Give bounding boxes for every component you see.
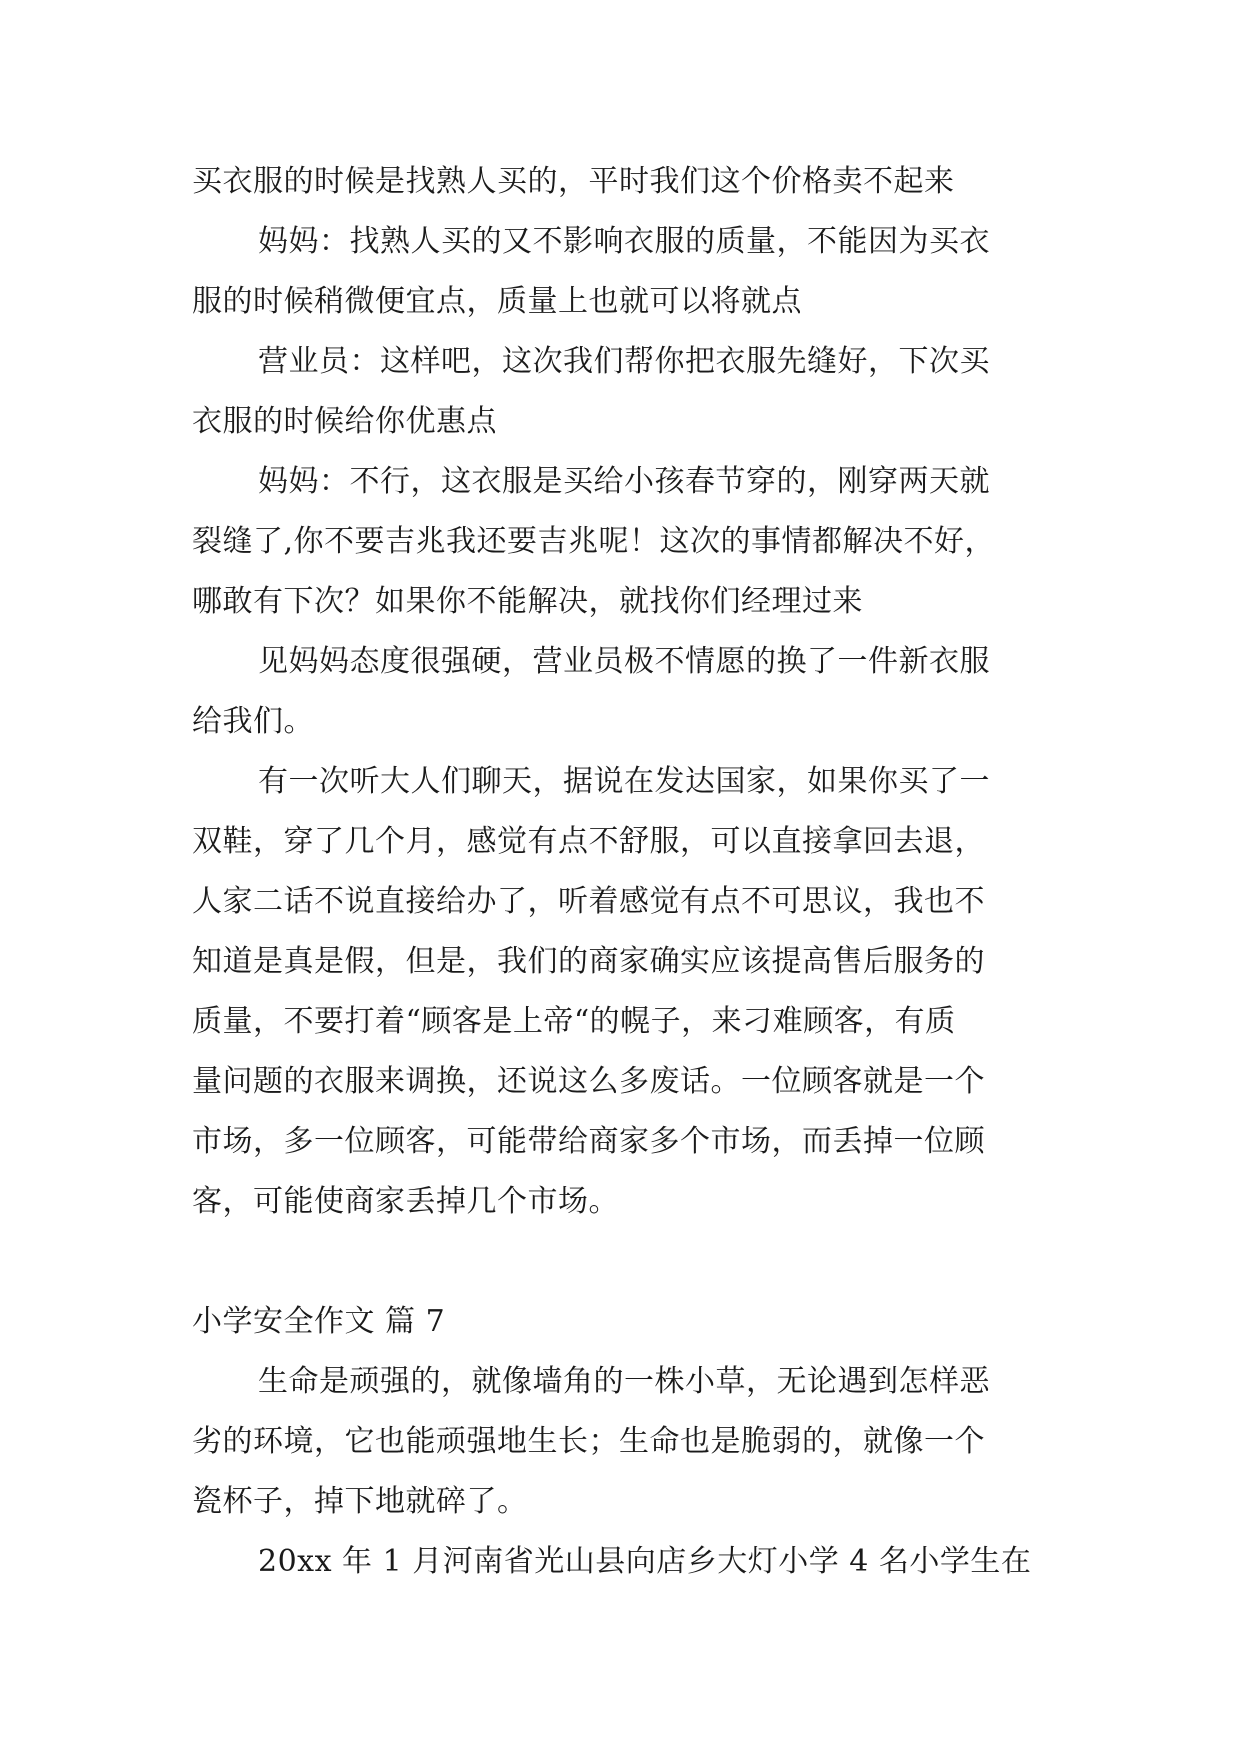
text-line: 营业员：这样吧，这次我们帮你把衣服先缝好，下次买: [258, 344, 990, 379]
text-line: 劣的环境，它也能顽强地生长；生命也是脆弱的，就像一个: [192, 1424, 985, 1459]
paragraph: [192, 1352, 1052, 1532]
text-line: 质量，不要打着“顾客是上帝“的幌子，来刁难顾客，有质: [192, 1004, 956, 1039]
text-line: 客，可能使商家丢掉几个市场。: [192, 1184, 619, 1219]
text-line: 有一次听大人们聊天，据说在发达国家，如果你买了一: [258, 764, 990, 799]
paragraph: [192, 152, 1052, 212]
text-line: 知道是真是假，但是，我们的商家确实应该提高售后服务的: [192, 944, 985, 979]
text-line: 衣服的时候给你优惠点: [192, 404, 497, 439]
text-line: 瓷杯子，掉下地就碎了。: [192, 1484, 528, 1519]
text-line: 服的时候稍微便宜点，质量上也就可以将就点: [192, 284, 802, 319]
text-line: 20xx 年 1 月河南省光山县向店乡大灯小学 4 名小学生在: [258, 1544, 1032, 1579]
text-line: 人家二话不说直接给办了，听着感觉有点不可思议，我也不: [192, 884, 985, 919]
paragraph: [192, 1532, 1052, 1592]
text-line: 量问题的衣服来调换，还说这么多废话。一位顾客就是一个: [192, 1064, 985, 1099]
text-line: 市场，多一位顾客，可能带给商家多个市场，而丢掉一位顾: [192, 1124, 985, 1159]
paragraph: [192, 632, 1052, 752]
section-spacer: [192, 1232, 1052, 1292]
text-line: 妈妈：找熟人买的又不影响衣服的质量，不能因为买衣: [258, 224, 990, 259]
paragraph: [192, 452, 1052, 632]
text-line: 妈妈：不行，这衣服是买给小孩春节穿的，刚穿两天就: [258, 464, 990, 499]
paragraph: [192, 212, 1052, 332]
text-line: 裂缝了,你不要吉兆我还要吉兆呢！这次的事情都解决不好，: [192, 524, 996, 559]
text-line: 给我们。: [192, 704, 314, 739]
article-body: [192, 152, 1052, 1592]
text-line: 买衣服的时候是找熟人买的，平时我们这个价格卖不起来: [192, 164, 955, 199]
text-line: 见妈妈态度很强硬，营业员极不情愿的换了一件新衣服: [258, 644, 990, 679]
paragraph: [192, 332, 1052, 452]
section-heading: 小学安全作文 篇 7: [192, 1304, 446, 1339]
paragraph: [192, 752, 1052, 1232]
text-line: 生命是顽强的，就像墙角的一株小草，无论遇到怎样恶: [258, 1364, 990, 1399]
text-line: 哪敢有下次？如果你不能解决，就找你们经理过来: [192, 584, 863, 619]
text-line: 双鞋，穿了几个月，感觉有点不舒服，可以直接拿回去退，: [192, 824, 985, 859]
